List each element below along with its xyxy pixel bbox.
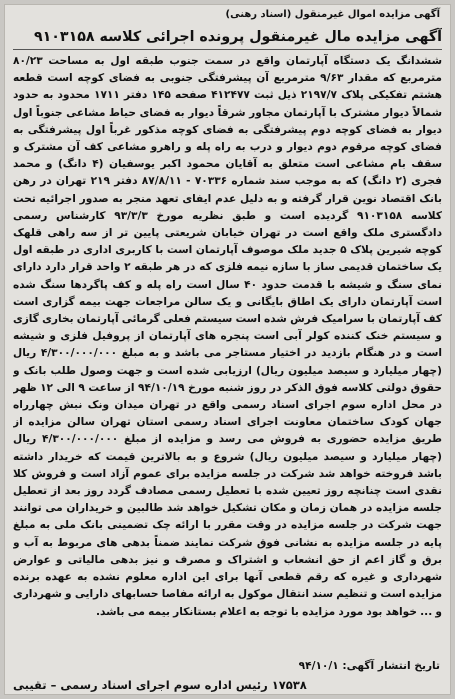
newspaper-clipping [4,4,451,695]
headline-divider [13,49,442,50]
notice-kicker: آگهی مزایده اموال غیرمنقول (اسناد رهنی) [225,9,440,20]
notice-body: ششدانگ یک دستگاه آپارتمان واقع در سمت جنوب طبقه اول به مساحت ۸۰/۲۳ مترمربع که مقدار ۹/۶۳ مترمربع آن پیشرفتگی جنوبی به فضای کوچه است قطعه هشتم تفکیکی پلاک ۲۱۹۷/۷ ذیل ثبت ۴۱۲۴۷۷ صفحه ۱۴۵ دفتر ۱۷۱۱ محدود به حدود شمالاً دیوار مشترک با آپارتمان مجاور شرقاً دیوار به فضای حیاط مشاعی جنوباً اول دیوار به فضای کوچه دوم پیشرفتگی به فضای کوچه مذکور غرباً اول پیشرفتگی به فضای کوچه مرقوم دوم دیوار و درب به راه پله و راهرو مشاعی کف آن مشترک و سقف بام مشاعی است متعلق به آقایان محمود اکبر یوسفیان (۴ دانگ) و محمد فجری (۲ دانگ) که به موجب سند شماره ۷۰۳۳۶ - ۸۷/۸/۱۱ دفتر ۲۱۹ تهران در رهن بانک اقتصاد نوین قرار گرفته و به دلیل عدم ایفای تعهد منجر به صدور اجرائیه تحت کلاسه ۹۱۰۳۱۵۸ گردیده است و طبق نظریه مورخ ۹۳/۳/۳ کارشناس رسمی دادگستری ملک واقع است در تهران خیابان شریعتی پایین تر از سه راهی قلهک کوچه شیرین پلاک ۵ جدید ملک موصوف آپارتمان است با کاربری اداری در طبقه اول یک ساختمان قدیمی ساز با سازه نیمه فلزی که در هر طبقه ۲ واحد قرار دارد دارای نمای سنگ و شیشه با قدمت حدود ۴۰ سال است راه پله و کف پاگردها سنگ شده است آپارتمان دارای یک اطاق بایگانی و یک سالن مراجعات جهت بیمه گزاری است کف آپارتمان با سرامیک فرش شده است سیستم فعلی گرمائی آپارتمان بخاری گازی و سیستم خنک کننده کولر آبی است پنجره های آپارتمان از پروفیل فلزی و شیشه است و در هنگام بازدید در اختیار مستاجر می باشد و به مبلغ ۴/۳۰۰/۰۰۰/۰۰۰ ریال (چهار میلیارد و سیصد میلیون ریال) ارزیابی شده است و جهت وصول طلب بانک و حقوق دولتی کلاسه فوق الذکر در روز شنبه مورخ ۹۴/۱۰/۱۹ از ساعت ۹ الی ۱۲ ظهر در محل اداره سوم اجرای اسناد رسمی واقع در تهران میدان ونک نبش چهارراه جهان کودک ساختمان معاونت اجرای اسناد رسمی استان تهران سالن مزایده از طریق مزایده حضوری به فروش می رسد و مزایده از مبلغ ۴/۳۰۰/۰۰۰/۰۰۰ ریال (چهار میلیارد و سیصد میلیون ریال) شروع و به بالاترین قیمت که خریدار داشته باشد فروخته خواهد شد شرکت در جلسه مزایده برای عموم آزاد است و فروش کلا نقدی است چنانچه روز تعیین شده با تعطیل رسمی مصادف گردد روز بعد از تعطیل جلسه مزایده در همان زمان و مکان تشکیل خواهد شد طالبین و خریداران می توانند جهت شرکت در جلسه مزایده در وقت مقرر با ارائه چک تضمینی بانک ملی به مبلغ پایه در جلسه مزایده به نشانی فوق شرکت نمایند ضمناً بدهی های مربوط به آب و برق و گاز اعم از حق انشعاب و اشتراک و مصرف و نیز بدهی مالیاتی و عوارض شهرداری و غیره که رقم قطعی آنها برای این اداره معلوم نشده به عهده برنده مزایده است و تنظیم سند انتقال موکول به ارائه مفاصا حسابهای دارایی و شهرداری و ... خواهد بود مورد مزایده با توجه به اعلام بستانکار بیمه می باشد. [13,55,442,618]
notice-headline: آگهی مزایده مال غیرمنقول پرونده اجرائی کلاسه ۹۱۰۳۱۵۸ [33,29,442,45]
notice-signature: ۱۷۵۳۸ رئیس اداره سوم اجرای اسناد رسمی – تقیبی [13,678,307,692]
publish-date: تاریخ انتشار آگهی: ۹۴/۱۰/۱ [298,660,440,672]
